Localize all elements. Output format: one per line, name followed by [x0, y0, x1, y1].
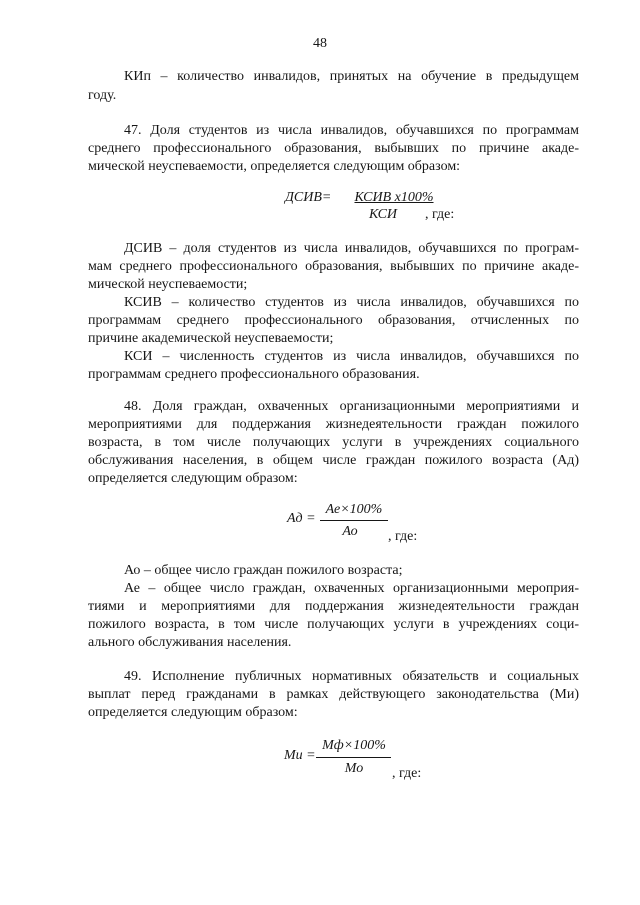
formula-lhs: ДСИВ= [285, 190, 332, 205]
formula-numerator: Ае×100% [325, 502, 383, 517]
text-line: мероприятиями для поддержания жизнедеятельности граждан пожилого [88, 417, 579, 432]
text-line: Ае – общее число граждан, охваченных организационными мероприя- [124, 581, 579, 596]
formula-lhs: Ад = [287, 511, 316, 526]
text-line: выплат перед гражданами в рамках действующего законодательства (Ми) [88, 687, 579, 702]
text-line: 49. Исполнение публичных нормативных обязательств и социальных [124, 669, 579, 684]
text-line: возраста, в том числе получающих услуги в учреждениях социального [88, 435, 579, 450]
page-number: 48 [313, 36, 327, 51]
formula-suffix: , где: [392, 766, 422, 781]
text-line: ального обслуживания населения. [88, 635, 292, 650]
formula-numerator: КСИВ х100% [354, 190, 434, 205]
text-line: мической неуспеваемости, определяется следующим образом: [88, 159, 461, 174]
fraction-bar [320, 520, 388, 521]
text-line: пожилого возраста, в том числе получающих услуги в учреждениях соци- [88, 617, 579, 632]
text-line: КИп – количество инвалидов, принятых на обучение в предыдущем [124, 69, 579, 84]
formula-denominator: Мо [344, 761, 364, 776]
formula-denominator: КСИ [368, 207, 398, 222]
text-line: году. [88, 88, 117, 103]
text-line: мам среднего профессионального образования, выбывших по причине акаде- [88, 259, 579, 274]
text-line: КСИ – численность студентов из числа инвалидов, обучавшихся по [124, 349, 579, 364]
text-line: определяется следующим образом: [88, 471, 298, 486]
text-line: 47. Доля студентов из числа инвалидов, обучавшихся по программам [124, 123, 579, 138]
text-line: программам среднего профессионального образования, отчисленных по [88, 313, 579, 328]
formula-numerator: Мф×100% [322, 738, 386, 753]
text-line: определяется следующим образом: [88, 705, 298, 720]
text-line: Ао – общее число граждан пожилого возраста; [124, 563, 403, 578]
text-line: причине академической неуспеваемости; [88, 331, 334, 346]
text-line: программам среднего профессионального образования. [88, 367, 420, 382]
text-line: 48. Доля граждан, охваченных организационными мероприятиями и [124, 399, 579, 414]
fraction-bar [316, 757, 391, 758]
text-line: мической неуспеваемости; [88, 277, 248, 292]
text-line: тиями и мероприятиями для поддержания жизнедеятельности граждан [88, 599, 579, 614]
text-line: ДСИВ – доля студентов из числа инвалидов, обучавшихся по програм- [124, 241, 579, 256]
text-line: среднего профессионального образования, выбывших по причине акаде- [88, 141, 579, 156]
formula-suffix: , где: [388, 529, 418, 544]
formula-lhs: Ми = [284, 748, 316, 763]
formula-suffix: , где: [425, 207, 455, 222]
text-line: обслуживания населения, в общем числе граждан пожилого возраста (Ад) [88, 453, 579, 468]
formula-denominator: Ао [342, 524, 358, 539]
text-line: КСИВ – количество студентов из числа инвалидов, обучавшихся по [124, 295, 579, 310]
